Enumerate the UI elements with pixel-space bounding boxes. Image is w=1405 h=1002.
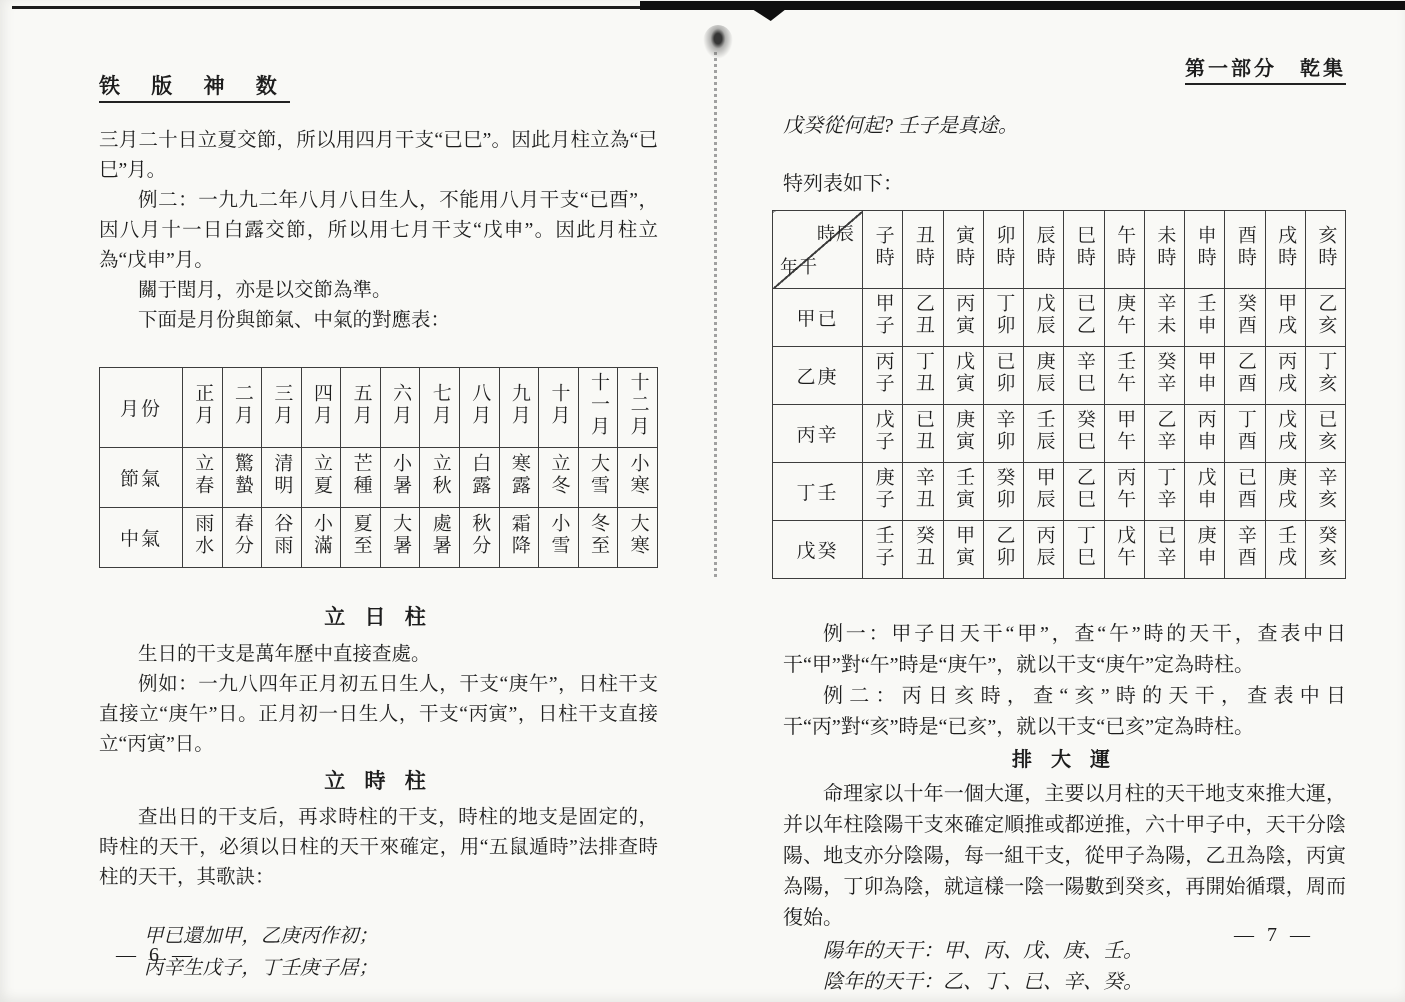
example2-paragraph: 例二：一九九二年八月八日生人，不能用八月干支“已酉”，因八月十一日白露交節，所以用七月干支“戊申”。因此月柱立為“戊申”月。 [99, 190, 658, 271]
day-pillar-intro: 生日的干支是萬年歷中直接查處。 [138, 644, 431, 665]
table-cell-text: 大雪 [588, 453, 610, 497]
table-cell [863, 521, 903, 579]
column-header [1104, 211, 1144, 289]
table-cell [420, 448, 460, 508]
yang-stems-line: 陽年的天干：甲、丙、戊、庚、壬。 [823, 940, 1143, 962]
row-header [773, 463, 863, 521]
table-cell-text: 乙亥 [1315, 293, 1337, 337]
table-cell [460, 448, 500, 508]
table-cell [380, 448, 420, 508]
column-header [1225, 211, 1265, 289]
table-cell-text: 癸巳 [1073, 409, 1095, 453]
table-cell-text: 辛丑 [912, 467, 934, 511]
table-cell-text: 戊午 [1114, 525, 1136, 569]
mnemonic-verse-line-2: 丙辛生戊子，丁壬庚子居； [143, 958, 378, 979]
table-cell [1064, 463, 1104, 521]
column-header-text: 未時 [1154, 225, 1176, 269]
left-running-header-text: 铁 版 神 数 [99, 74, 290, 103]
table-cell-text: 癸酉 [1234, 293, 1256, 337]
row-header-text: 月份 [119, 399, 162, 420]
table-cell-text: 戊寅 [953, 351, 975, 395]
table-cell [1305, 521, 1345, 579]
table-cell-text: 白露 [469, 453, 491, 497]
right-page-number: — 7 — [1234, 924, 1314, 946]
table-cell [1225, 405, 1265, 463]
table-cell-text: 甲寅 [953, 525, 975, 569]
table-cell-text: 已酉 [1234, 467, 1256, 511]
table-cell-text: 庚子 [872, 467, 894, 511]
column-header-text: 午時 [1114, 225, 1136, 269]
table-cell [1265, 289, 1305, 347]
table-cell [1144, 463, 1184, 521]
column-header-text: 子時 [872, 225, 894, 269]
left-page-number: — 6 — [116, 944, 196, 966]
column-header [1265, 211, 1305, 289]
table-cell [903, 405, 943, 463]
row-header-text: 節氣 [119, 469, 162, 490]
table-cell-text: 立夏 [310, 453, 332, 497]
dayun-paragraph: 命理家以十年一個大運，主要以月柱的天干地支來推大運，并以年柱陰陽干支來確定順推或都逆推，六十甲子中，天干分陰陽、地支亦分陰陽，每一組干支，從甲子為陽，乙丑為陰，丙寅為陽，丁卯為陰，就這樣一陰一陽數到癸亥，再開始循環，周而復始。 [783, 783, 1346, 929]
row-header [100, 508, 183, 568]
table-cell [341, 508, 381, 568]
scan-top-edge-right [640, 1, 1405, 10]
table-cell [1265, 521, 1305, 579]
table-cell-text: 九月 [508, 383, 530, 427]
column-header-text: 亥時 [1315, 225, 1337, 269]
table-cell [262, 368, 302, 448]
yin-stems-line: 陰年的天干：乙、丁、已、辛、癸。 [823, 971, 1143, 993]
table-cell [618, 368, 658, 448]
table-cell [1305, 289, 1345, 347]
table-cell-text: 秋分 [469, 513, 491, 557]
table-cell-text: 戊申 [1194, 467, 1216, 511]
day-pillar-example: 例如：一九八四年正月初五日生人，干支“庚午”，日柱干支直接立“庚午”日。正月初一日生人，干支“丙寅”，日柱干支直接立“丙寅”日。 [99, 674, 658, 755]
section-title-day-pillar: 立 日 柱 [324, 605, 433, 629]
table-cell-text: 春分 [231, 513, 253, 557]
table-cell-text: 甲申 [1194, 351, 1216, 395]
table-cell-text: 小寒 [627, 453, 649, 497]
corner-label-yearstem: 年干 [780, 257, 818, 277]
table-cell-text: 小雪 [548, 513, 570, 557]
table-cell [1185, 463, 1225, 521]
example-2-paragraph: 例二：丙日亥時，查“亥”時的天干，查表中日干“丙”對“亥”時是“已亥”，就以干支“已亥”定為時柱。 [783, 685, 1346, 738]
column-header [1185, 211, 1225, 289]
table-cell [1024, 463, 1064, 521]
table-cell-text: 驚蟄 [231, 453, 253, 497]
table-cell [539, 448, 579, 508]
table-cell [943, 289, 983, 347]
table-cell [943, 405, 983, 463]
table-cell [983, 463, 1023, 521]
hour-table-row [773, 405, 1346, 463]
hour-table-row [773, 289, 1346, 347]
table-cell-text: 大寒 [627, 513, 649, 557]
table-cell [1185, 405, 1225, 463]
row-header [773, 347, 863, 405]
table-cell [1024, 289, 1064, 347]
column-header-text: 酉時 [1234, 225, 1256, 269]
table-cell-text: 已辛 [1154, 525, 1176, 569]
table-cell-text: 雨水 [192, 513, 214, 557]
table-cell-text: 乙巳 [1073, 467, 1095, 511]
hour-pillar-intro: 查出日的干支后，再求時柱的干支，時柱的地支是固定的，時柱的天干，必須以日柱的天干來確定，用“五鼠遁時”法排查時柱的天干，其歌訣： [99, 807, 658, 888]
mnemonic-verse-line-1: 甲已還加甲，乙庚丙作初； [143, 926, 378, 947]
table-cell-text: 乙卯 [993, 525, 1015, 569]
table-cell-text: 小滿 [310, 513, 332, 557]
table-cell [943, 521, 983, 579]
table-cell [1144, 405, 1184, 463]
table-cell-text: 乙辛 [1154, 409, 1176, 453]
row-header [773, 405, 863, 463]
table-cell [499, 508, 539, 568]
table-cell-text: 五月 [350, 383, 372, 427]
table-cell [539, 368, 579, 448]
scan-edge-mark [752, 9, 786, 21]
table-cell [903, 347, 943, 405]
table-cell-text: 清明 [271, 453, 293, 497]
zhongqi-row [100, 508, 658, 568]
table-cell-text: 八月 [469, 383, 491, 427]
row-header-text: 丙辛 [796, 425, 839, 446]
table-cell-text: 癸亥 [1315, 525, 1337, 569]
intro-paragraph: 三月二十日立夏交節，所以用四月干支“已巳”。因此月柱立為“已巳”月。 [99, 130, 658, 181]
table-cell-text: 立春 [192, 453, 214, 497]
table-cell [1265, 405, 1305, 463]
column-header-text: 丑時 [912, 225, 934, 269]
table-cell [983, 521, 1023, 579]
table-cell-text: 甲戌 [1275, 293, 1297, 337]
table-cell [1305, 405, 1345, 463]
table-cell [1144, 521, 1184, 579]
table-cell [341, 368, 381, 448]
table-cell-text: 夏至 [350, 513, 372, 557]
leap-month-note: 關于閏月，亦是以交節為準。 [138, 280, 392, 301]
table-cell-text: 正月 [192, 383, 214, 427]
table-cell [1225, 347, 1265, 405]
table-cell-text: 六月 [390, 383, 412, 427]
table-cell [903, 521, 943, 579]
column-header-text: 巳時 [1073, 225, 1095, 269]
table-cell-text: 庚申 [1194, 525, 1216, 569]
table-cell-text: 二月 [231, 383, 253, 427]
column-header-text: 戌時 [1275, 225, 1297, 269]
table-cell-text: 冬至 [588, 513, 610, 557]
table-cell [1225, 289, 1265, 347]
table-cell-text: 辛亥 [1315, 467, 1337, 511]
table-cell-text: 立冬 [548, 453, 570, 497]
table-cell-text: 癸卯 [993, 467, 1015, 511]
table-cell [1064, 405, 1104, 463]
table-cell-text: 丁辛 [1154, 467, 1176, 511]
table-cell [1064, 347, 1104, 405]
table-cell-text: 辛未 [1154, 293, 1176, 337]
column-header [1024, 211, 1064, 289]
table-cell [903, 289, 943, 347]
table-cell-text: 壬辰 [1033, 409, 1055, 453]
table-cell [983, 405, 1023, 463]
table-cell [499, 368, 539, 448]
table-cell-text: 甲子 [872, 293, 894, 337]
table-cell [1265, 347, 1305, 405]
table-cell [1024, 521, 1064, 579]
table-cell [341, 448, 381, 508]
table-cell [380, 368, 420, 448]
table-cell-text: 戊戌 [1275, 409, 1297, 453]
table-cell [578, 508, 618, 568]
table-cell-text: 四月 [310, 383, 332, 427]
table-cell-text: 壬戌 [1275, 525, 1297, 569]
table-cell [863, 347, 903, 405]
table-cell [222, 448, 262, 508]
table-cell-text: 已亥 [1315, 409, 1337, 453]
hour-table-intro: 特列表如下： [783, 173, 903, 195]
row-header-text: 甲已 [796, 309, 839, 330]
corner-header-cell [773, 211, 863, 289]
table-cell-text: 霜降 [508, 513, 530, 557]
column-header-text: 寅時 [953, 225, 975, 269]
hour-table-row [773, 463, 1346, 521]
solar-table-caption: 下面是月份與節氣、中氣的對應表： [138, 310, 451, 331]
table-cell-text: 丁亥 [1315, 351, 1337, 395]
table-cell [618, 448, 658, 508]
column-header [863, 211, 903, 289]
table-cell-text: 丙寅 [953, 293, 975, 337]
table-cell-text: 丁丑 [912, 351, 934, 395]
table-cell [863, 405, 903, 463]
table-cell-text: 丁酉 [1234, 409, 1256, 453]
table-cell [618, 508, 658, 568]
table-cell-text: 十二月 [627, 372, 649, 438]
table-cell-text: 丙子 [872, 351, 894, 395]
table-cell-text: 十月 [548, 383, 570, 427]
table-cell [983, 347, 1023, 405]
column-header [903, 211, 943, 289]
table-cell [863, 289, 903, 347]
table-cell [460, 508, 500, 568]
table-cell-text: 辛巳 [1073, 351, 1095, 395]
table-cell-text: 小暑 [390, 453, 412, 497]
column-header [983, 211, 1023, 289]
table-cell [262, 508, 302, 568]
month-jieqi-zhongqi-table [99, 367, 658, 568]
table-cell-text: 丙申 [1194, 409, 1216, 453]
table-cell-text: 庚寅 [953, 409, 975, 453]
table-cell-text: 壬午 [1114, 351, 1136, 395]
table-cell-text: 癸丑 [912, 525, 934, 569]
table-cell-text: 庚戌 [1275, 467, 1297, 511]
verse-continuation-line: 戊癸從何起? 壬子是真途。 [783, 115, 1018, 137]
table-cell [1144, 289, 1184, 347]
table-cell [301, 368, 341, 448]
table-cell [1104, 405, 1144, 463]
table-cell [1144, 347, 1184, 405]
row-header-text: 乙庚 [796, 367, 839, 388]
table-cell [499, 448, 539, 508]
row-header [773, 521, 863, 579]
table-cell-text: 三月 [271, 383, 293, 427]
table-cell-text: 處暑 [429, 513, 451, 557]
table-cell [1024, 347, 1064, 405]
column-header [1144, 211, 1184, 289]
right-running-header-text: 第一部分 乾集 [1185, 58, 1346, 85]
row-header-text: 戊癸 [796, 541, 839, 562]
table-cell-text: 寒露 [508, 453, 530, 497]
table-cell [183, 448, 223, 508]
table-cell [1104, 347, 1144, 405]
table-cell [1225, 463, 1265, 521]
table-cell-text: 壬子 [872, 525, 894, 569]
table-cell [420, 368, 460, 448]
table-cell-text: 戊辰 [1033, 293, 1055, 337]
table-cell-text: 十一月 [588, 372, 610, 438]
table-cell [1185, 289, 1225, 347]
row-header [773, 289, 863, 347]
scan-top-edge-left [12, 6, 642, 9]
table-cell [578, 448, 618, 508]
table-cell [1064, 521, 1104, 579]
hour-header-row [773, 211, 1346, 289]
column-header [943, 211, 983, 289]
row-header [100, 368, 183, 448]
table-cell-text: 辛卯 [993, 409, 1015, 453]
table-cell [301, 508, 341, 568]
left-running-header [99, 70, 658, 100]
section-title-hour-pillar: 立 時 柱 [324, 769, 433, 793]
table-cell-text: 庚午 [1114, 293, 1136, 337]
table-cell [983, 289, 1023, 347]
table-cell-text: 乙丑 [912, 293, 934, 337]
section-title-dayun: 排 大 運 [1012, 749, 1117, 771]
table-cell [1305, 347, 1345, 405]
five-rats-hour-table [772, 210, 1346, 579]
table-cell-text: 七月 [429, 383, 451, 427]
table-cell [1064, 289, 1104, 347]
column-header-text: 辰時 [1033, 225, 1055, 269]
hour-table-row [773, 347, 1346, 405]
jieqi-row [100, 448, 658, 508]
table-cell [222, 508, 262, 568]
column-header [1305, 211, 1345, 289]
table-cell [539, 508, 579, 568]
table-cell [460, 368, 500, 448]
hour-table-row [773, 521, 1346, 579]
table-cell-text: 大暑 [390, 513, 412, 557]
table-cell-text: 谷雨 [271, 513, 293, 557]
right-page [780, 52, 1346, 998]
table-cell-text: 丙辰 [1033, 525, 1055, 569]
table-cell [1225, 521, 1265, 579]
table-cell [1104, 521, 1144, 579]
table-cell [380, 508, 420, 568]
table-cell [943, 463, 983, 521]
table-cell-text: 壬申 [1194, 293, 1216, 337]
table-cell-text: 甲午 [1114, 409, 1136, 453]
table-cell-text: 甲辰 [1033, 467, 1055, 511]
table-cell [943, 347, 983, 405]
table-cell [578, 368, 618, 448]
table-cell [1265, 463, 1305, 521]
table-cell-text: 已丑 [912, 409, 934, 453]
table-cell-text: 戊子 [872, 409, 894, 453]
table-cell-text: 立秋 [429, 453, 451, 497]
column-header [1064, 211, 1104, 289]
table-cell [903, 463, 943, 521]
table-cell-text: 芒種 [350, 453, 372, 497]
table-cell [222, 368, 262, 448]
table-cell [863, 463, 903, 521]
table-cell [1104, 289, 1144, 347]
book-spine-fold [714, 52, 717, 577]
table-cell-text: 丁巳 [1073, 525, 1095, 569]
table-cell [1104, 463, 1144, 521]
corner-label-hour: 時辰 [817, 224, 855, 244]
table-cell [183, 368, 223, 448]
table-cell-text: 癸辛 [1154, 351, 1176, 395]
example-1-paragraph: 例一：甲子日天干“甲”，查“午”時的天干，查表中日干“甲”對“午”時是“庚午”，就以干支“庚午”定為時柱。 [783, 623, 1346, 676]
left-page [99, 70, 658, 985]
row-header-text: 中氣 [119, 529, 162, 550]
table-cell-text: 丙戌 [1275, 351, 1297, 395]
table-cell [183, 508, 223, 568]
table-cell [1305, 463, 1345, 521]
table-cell-text: 已卯 [993, 351, 1015, 395]
table-cell-text: 丙午 [1114, 467, 1136, 511]
table-cell [262, 448, 302, 508]
column-header-text: 卯時 [993, 225, 1015, 269]
month-row [100, 368, 658, 448]
ink-smudge [703, 25, 733, 59]
table-cell [1024, 405, 1064, 463]
table-cell [301, 448, 341, 508]
table-cell [1185, 521, 1225, 579]
row-header-text: 丁壬 [796, 483, 839, 504]
table-cell-text: 庚辰 [1033, 351, 1055, 395]
row-header [100, 448, 183, 508]
right-running-header [783, 52, 1346, 81]
table-cell-text: 丁卯 [993, 293, 1015, 337]
table-cell-text: 辛酉 [1234, 525, 1256, 569]
table-cell-text: 乙酉 [1234, 351, 1256, 395]
table-cell [1185, 347, 1225, 405]
table-cell [420, 508, 460, 568]
table-cell-text: 已乙 [1073, 293, 1095, 337]
column-header-text: 申時 [1194, 225, 1216, 269]
table-cell-text: 壬寅 [953, 467, 975, 511]
